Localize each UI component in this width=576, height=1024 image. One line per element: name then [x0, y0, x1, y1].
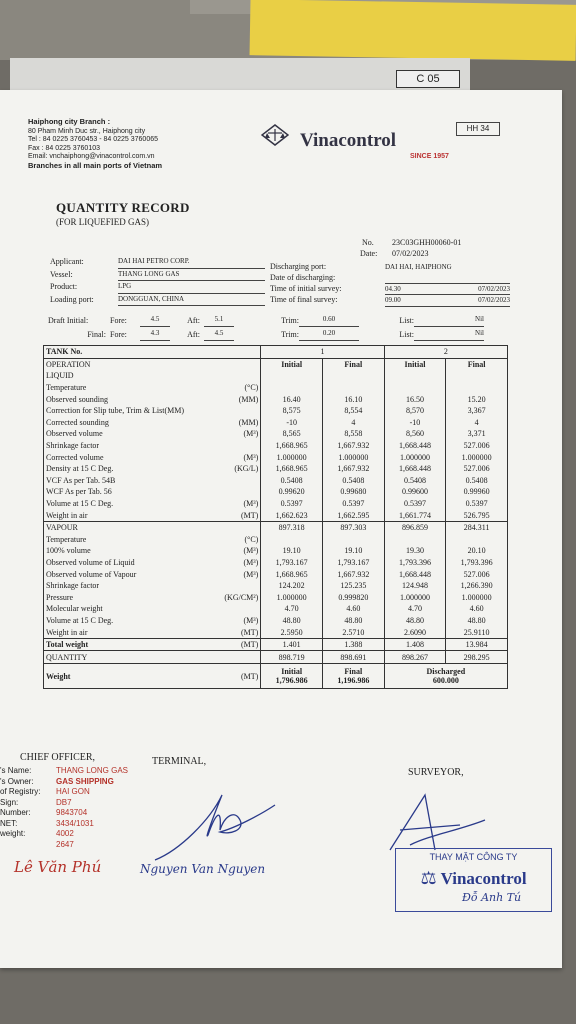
row-value: 19.10: [322, 545, 384, 557]
row-value: 125.235: [322, 580, 384, 592]
row-value: 1,266.390: [446, 580, 508, 592]
row-value: 1.000000: [446, 591, 508, 603]
row-value: 897.303: [322, 521, 384, 533]
row-value: 527.006: [446, 440, 508, 452]
final-survey-date: 07/02/2023: [435, 295, 510, 307]
row-value: 1,668.965: [261, 463, 323, 475]
record-date: 07/02/2023: [392, 249, 429, 258]
row-unit: (KG/L): [200, 463, 261, 475]
table-row: [44, 603, 508, 615]
row-value: 1,667.932: [322, 440, 384, 452]
right-info: [270, 262, 510, 307]
table-row: [44, 475, 508, 487]
row-value: [261, 382, 323, 394]
row-value: 1.388: [322, 638, 384, 651]
ship-stamp-label: Sign:: [0, 797, 19, 807]
product-value: LPG: [118, 281, 265, 294]
row-value: 897.318: [261, 521, 323, 533]
branch-ports: Branches in all main ports of Vietnam: [28, 160, 163, 170]
row-value: 1.000000: [261, 451, 323, 463]
row-label: 100% volume: [44, 545, 200, 557]
table-row: [44, 638, 508, 651]
row-value: 0.5408: [384, 475, 446, 487]
row-value: 1,793.396: [384, 557, 446, 569]
row-unit: [200, 603, 261, 615]
applicant-value: DAI HAI PETRO CORP.: [118, 256, 265, 269]
row-value: 15.20: [446, 393, 508, 405]
ship-stamp-value: DB7: [56, 797, 72, 807]
row-unit: (M³): [200, 615, 261, 627]
row-value: 1,661.774: [384, 509, 446, 521]
ship-stamp: [0, 766, 150, 850]
tank-2-final-header: Final: [446, 358, 508, 370]
table-row: [44, 591, 508, 603]
row-value: 1,793.167: [261, 557, 323, 569]
row-unit: (M³): [200, 545, 261, 557]
final-survey-time: 09.00: [385, 295, 435, 307]
ship-stamp-label: 's Owner:: [0, 776, 34, 786]
row-unit: [200, 521, 261, 533]
ship-stamp-value: 3434/1031: [56, 818, 94, 828]
draft-final-aft: 4.5: [204, 327, 234, 341]
row-unit: [200, 486, 261, 498]
row-value: [384, 534, 446, 546]
ship-stamp-label: 's Name:: [0, 766, 32, 775]
weight-unit: (MT): [200, 664, 261, 689]
row-value: 0.5408: [261, 475, 323, 487]
table-row: [44, 405, 508, 417]
row-value: 898.267: [384, 651, 446, 664]
row-label: Temperature: [44, 534, 200, 546]
row-value: 4.60: [322, 603, 384, 615]
row-value: 0.99680: [322, 486, 384, 498]
draft-fore-label: Fore:: [110, 315, 127, 325]
table-row: [44, 580, 508, 592]
stamp-brand: Vinacontrol: [440, 868, 527, 888]
initial-trim: 0.60: [299, 313, 359, 327]
draft-initial-aft: 5.1: [204, 313, 234, 327]
ship-stamp-label: Number:: [0, 808, 31, 817]
row-value: 8,575: [261, 405, 323, 417]
trim-label: Trim:: [281, 315, 299, 325]
row-unit: (MM): [200, 393, 261, 405]
row-label: Correction for Slip tube, Trim & List(MM): [44, 405, 200, 417]
record-no-label: No.: [362, 238, 374, 247]
final-trim: 0.20: [299, 327, 359, 341]
row-value: [322, 534, 384, 546]
table-row: [44, 440, 508, 452]
weight-final-value: 1,196.986: [337, 676, 370, 686]
row-label: Temperature: [44, 382, 200, 394]
row-value: 0.5408: [446, 475, 508, 487]
row-value: 1,793.167: [322, 557, 384, 569]
terminal-signature: [150, 780, 280, 870]
row-value: 13.984: [446, 638, 508, 651]
table-row: [44, 615, 508, 627]
row-label: WCF As per Tab. 56: [44, 486, 200, 498]
row-unit: [200, 370, 261, 382]
draft-initial-label: Draft Initial:: [48, 315, 89, 325]
row-value: [261, 534, 323, 546]
row-value: 0.5397: [384, 498, 446, 510]
row-value: 48.80: [446, 615, 508, 627]
table-row: [44, 428, 508, 440]
chief-signature-name: Lê Văn Phú: [14, 858, 102, 876]
final-list: Nil: [414, 327, 484, 341]
weight-initial-label: Initial: [281, 667, 303, 677]
row-unit: [200, 651, 261, 664]
row-unit: (M³): [200, 557, 261, 569]
final-survey-label: Time of final survey:: [270, 295, 338, 305]
row-value: 8,560: [384, 428, 446, 440]
row-value: 1,668.448: [384, 463, 446, 475]
row-unit: (M³): [200, 568, 261, 580]
tank-1-initial-header: Initial: [261, 358, 323, 370]
row-unit: (MM): [200, 417, 261, 429]
stamp-top-text: THAY MẶT CÔNG TY: [429, 852, 518, 862]
tank-1-header: 1: [261, 346, 384, 359]
row-label: Observed volume of Liquid: [44, 557, 200, 569]
row-label: Pressure: [44, 591, 200, 603]
row-unit: (M³): [200, 498, 261, 510]
initial-list: Nil: [414, 313, 484, 327]
terminal-signature-name: Nguyen Van Nguyen: [140, 862, 266, 876]
row-value: 898.691: [322, 651, 384, 664]
row-label: Shrinkage factor: [44, 580, 200, 592]
row-unit: (°C): [200, 382, 261, 394]
row-value: [261, 370, 323, 382]
row-value: 48.80: [384, 615, 446, 627]
list-label: List:: [399, 315, 414, 325]
draft-final-fore: 4.3: [140, 327, 170, 341]
table-row: [44, 626, 508, 638]
row-label: Observed sounding: [44, 393, 200, 405]
ship-stamp-value: HAI GON: [56, 787, 90, 796]
row-value: 4.70: [261, 603, 323, 615]
row-value: 1,668.965: [261, 440, 323, 452]
initial-survey-label: Time of initial survey:: [270, 283, 342, 293]
draft-block: [48, 313, 508, 341]
tank-2-header: 2: [384, 346, 507, 359]
table-row: [44, 651, 508, 664]
row-unit: [200, 405, 261, 417]
surveyor-label: SURVEYOR,: [408, 767, 464, 778]
table-row: [44, 545, 508, 557]
row-value: 0.99600: [384, 486, 446, 498]
ship-stamp-label: weight:: [0, 829, 26, 838]
ship-stamp-value: 9843704: [56, 808, 88, 817]
table-row: [44, 486, 508, 498]
row-value: 0.5397: [261, 498, 323, 510]
weight-discharged-value: 600.000: [432, 676, 459, 686]
row-value: 16.50: [384, 393, 446, 405]
draft-final-label: Final:: [87, 329, 106, 339]
row-value: 898.719: [261, 651, 323, 664]
row-value: [384, 382, 446, 394]
row-value: 19.10: [261, 545, 323, 557]
row-value: 19.30: [384, 545, 446, 557]
trim-label-2: Trim:: [281, 329, 299, 339]
date-discharging-label: Date of discharging:: [270, 272, 336, 282]
row-unit: [200, 475, 261, 487]
row-value: 8,554: [322, 405, 384, 417]
ship-stamp-label: NET:: [0, 818, 18, 828]
table-row: [44, 451, 508, 463]
quantity-table: [43, 345, 508, 689]
row-value: [322, 370, 384, 382]
row-unit: (KG/CM²): [200, 591, 261, 603]
row-label: Corrected sounding: [44, 417, 200, 429]
stamp-signature-name: Đỗ Anh Tú: [462, 891, 522, 904]
vessel-value: THANG LONG GAS: [118, 269, 265, 282]
ship-stamp-value: 4002: [56, 829, 74, 838]
row-label: Density at 15 C Deg.: [44, 463, 200, 475]
row-value: 0.999820: [322, 591, 384, 603]
row-value: [322, 382, 384, 394]
row-label: Volume at 15 C Deg.: [44, 498, 200, 510]
row-value: 1.000000: [261, 591, 323, 603]
row-value: 0.99620: [261, 486, 323, 498]
weight-initial-value: 1,796.986: [275, 676, 308, 686]
row-value: 1,668.965: [261, 568, 323, 580]
row-label: VCF As per Tab. 54B: [44, 475, 200, 487]
row-value: 16.40: [261, 393, 323, 405]
row-value: 0.5397: [446, 498, 508, 510]
row-value: 48.80: [261, 615, 323, 627]
row-label: Weight in air: [44, 626, 200, 638]
row-value: 8,565: [261, 428, 323, 440]
row-value: 1,667.932: [322, 463, 384, 475]
brand-name: Vinacontrol: [300, 130, 397, 151]
row-value: 526.795: [446, 509, 508, 521]
branch-fax: Fax : 84 0225 3760103: [28, 144, 101, 152]
tank-2-initial-header: Initial: [384, 358, 446, 370]
row-value: 1.000000: [384, 451, 446, 463]
row-value: 2.5950: [261, 626, 323, 638]
row-label: VAPOUR: [44, 521, 200, 533]
table-row: [44, 568, 508, 580]
row-value: 1,662.623: [261, 509, 323, 521]
row-value: 3,371: [446, 428, 508, 440]
row-value: 2.6090: [384, 626, 446, 638]
row-value: 16.10: [322, 393, 384, 405]
scale-logo-icon: [261, 124, 289, 146]
ship-stamp-value: GAS SHIPPING: [56, 776, 114, 786]
tank-1-final-header: Final: [322, 358, 384, 370]
discharging-port-label: Discharging port:: [270, 262, 327, 271]
table-row: [44, 534, 508, 546]
row-value: 4: [446, 417, 508, 429]
table-row: [44, 370, 508, 382]
draft-aft-label-2: Aft:: [187, 329, 200, 339]
row-value: 1.408: [384, 638, 446, 651]
left-info: [50, 256, 265, 306]
row-value: 896.859: [384, 521, 446, 533]
background-yellow-folder: [250, 0, 576, 61]
operation-label: OPERATION: [44, 358, 200, 370]
row-unit: (M³): [200, 428, 261, 440]
table-row: [44, 393, 508, 405]
row-value: 527.006: [446, 463, 508, 475]
chief-officer-label: CHIEF OFFICER,: [20, 752, 96, 763]
row-value: [446, 382, 508, 394]
row-unit: (MT): [200, 638, 261, 651]
row-value: 1.000000: [384, 591, 446, 603]
tank-no-label: TANK No.: [44, 346, 200, 359]
page-subtitle: (FOR LIQUEFIED GAS): [56, 217, 149, 227]
row-label: QUANTITY: [44, 651, 200, 664]
table-row: [44, 498, 508, 510]
row-value: [384, 370, 446, 382]
row-label: Volume at 15 C Deg.: [44, 615, 200, 627]
row-value: 0.99960: [446, 486, 508, 498]
row-value: 1.000000: [322, 451, 384, 463]
row-value: 1.000000: [446, 451, 508, 463]
row-value: 1.401: [261, 638, 323, 651]
initial-survey-date: 07/02/2023: [435, 284, 510, 296]
row-unit: (°C): [200, 534, 261, 546]
draft-fore-label-2: Fore:: [110, 329, 127, 339]
applicant-label: Applicant:: [50, 257, 84, 266]
weight-discharged-label: Discharged: [426, 667, 466, 677]
branch-email: Email: vnchaiphong@vinacontrol.com.vn: [28, 153, 155, 160]
stamp-logo-icon: ⚖: [420, 868, 437, 889]
row-label: Observed volume: [44, 428, 200, 440]
row-unit: (MT): [200, 509, 261, 521]
row-label: Molecular weight: [44, 603, 200, 615]
discharging-port-value: DAI HAI, HAIPHONG: [385, 263, 452, 271]
row-unit: [200, 440, 261, 452]
row-label: Weight in air: [44, 509, 200, 521]
row-value: 2.5710: [322, 626, 384, 638]
row-value: 1,668.448: [384, 440, 446, 452]
row-label: Total weight: [44, 638, 200, 651]
row-label: Observed volume of Vapour: [44, 568, 200, 580]
row-value: 0.5408: [322, 475, 384, 487]
product-label: Product:: [50, 282, 78, 291]
company-stamp: [395, 848, 552, 912]
row-value: 1,668.448: [384, 568, 446, 580]
list-label-2: List:: [399, 329, 414, 339]
table-row: [44, 382, 508, 394]
row-unit: (M³): [200, 451, 261, 463]
weight-label: Weight: [44, 664, 200, 689]
row-unit: [200, 580, 261, 592]
row-value: 298.295: [446, 651, 508, 664]
draft-aft-label: Aft:: [187, 315, 200, 325]
branch-header: [28, 118, 248, 171]
record-no: 23C03GHH00060-01: [392, 238, 462, 247]
date-discharging-value: [385, 273, 510, 284]
draft-initial-fore: 4.5: [140, 313, 170, 327]
row-value: 124.948: [384, 580, 446, 592]
document-tag: C 05: [396, 70, 460, 88]
table-row: [44, 509, 508, 521]
ship-stamp-value: THANG LONG GAS: [56, 766, 129, 775]
row-value: -10: [384, 417, 446, 429]
row-value: 4.70: [384, 603, 446, 615]
row-value: 4.60: [446, 603, 508, 615]
row-value: 284.311: [446, 521, 508, 533]
ship-stamp-number: 2647: [56, 839, 74, 849]
page-title: QUANTITY RECORD: [56, 200, 190, 215]
form-number: HH 34: [456, 122, 500, 136]
row-value: 1,793.396: [446, 557, 508, 569]
branch-tel: Tel : 84 0225 3760453 - 84 0225 3760065: [28, 136, 159, 143]
row-value: 8,558: [322, 428, 384, 440]
row-label: LIQUID: [44, 370, 200, 382]
row-unit: (MT): [200, 626, 261, 638]
row-value: 124.202: [261, 580, 323, 592]
weight-final-label: Final: [344, 667, 363, 677]
row-value: 3,367: [446, 405, 508, 417]
row-value: [446, 370, 508, 382]
row-value: 0.5397: [322, 498, 384, 510]
table-row: [44, 521, 508, 533]
vessel-label: Vessel:: [50, 269, 73, 279]
terminal-label: TERMINAL,: [152, 756, 207, 767]
row-value: -10: [261, 417, 323, 429]
row-label: Corrected volume: [44, 451, 200, 463]
row-value: 20.10: [446, 545, 508, 557]
table-row: [44, 417, 508, 429]
row-value: 8,570: [384, 405, 446, 417]
table-row: [44, 463, 508, 475]
row-value: 1,662.595: [322, 509, 384, 521]
row-value: 48.80: [322, 615, 384, 627]
ship-stamp-label: of Registry:: [0, 787, 41, 796]
loading-port-label: Loading port:: [50, 294, 94, 304]
loading-port-value: DONGGUAN, CHINA: [118, 294, 265, 307]
table-row: [44, 557, 508, 569]
row-value: 527.006: [446, 568, 508, 580]
row-value: [446, 534, 508, 546]
initial-survey-time: 04.30: [385, 284, 435, 296]
row-value: 4: [322, 417, 384, 429]
branch-address: 80 Pham Minh Duc str., Haiphong city: [28, 127, 146, 135]
row-value: 1,667.932: [322, 568, 384, 580]
row-label: Shrinkage factor: [44, 440, 200, 452]
record-date-label: Date:: [360, 249, 378, 258]
branch-name: Haiphong city Branch :: [28, 117, 111, 126]
brand-since: SINCE 1957: [410, 153, 449, 160]
row-value: 25.9110: [446, 626, 508, 638]
